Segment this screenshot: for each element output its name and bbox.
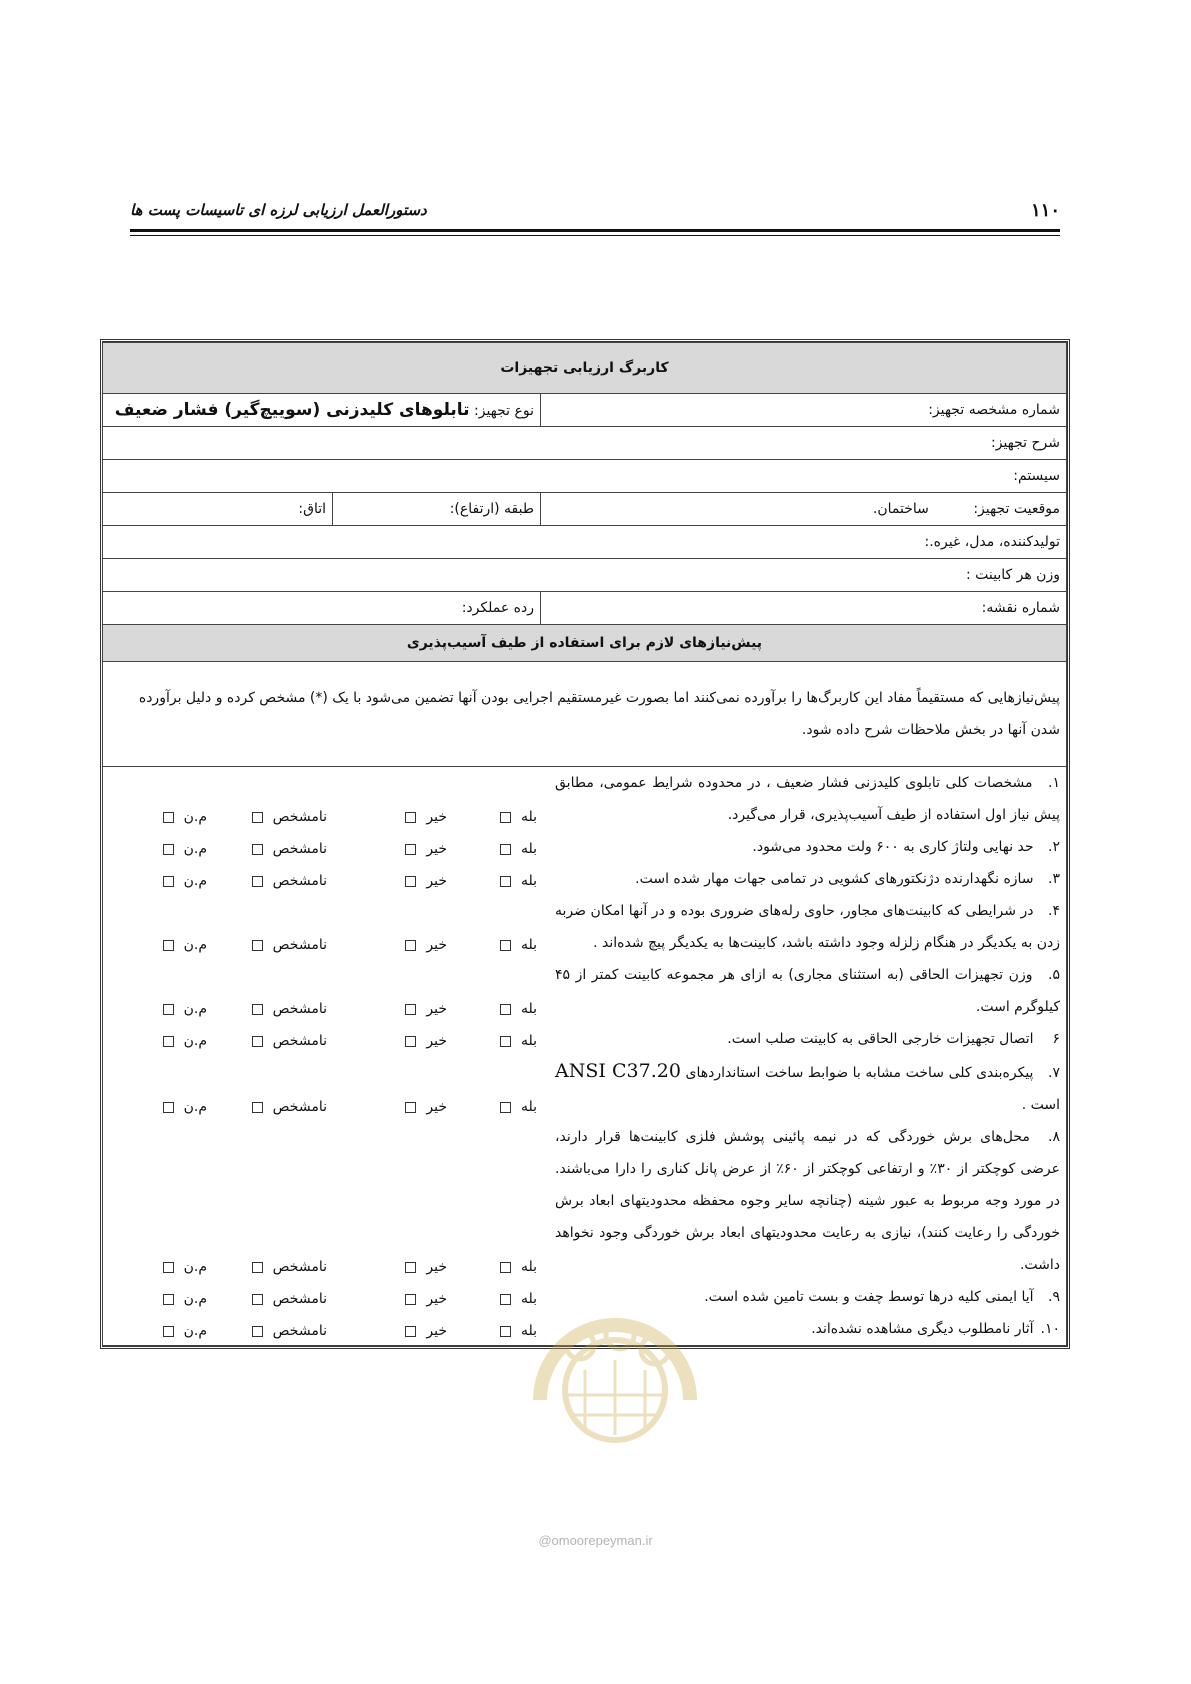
option-no-checkbox[interactable] [327,1001,447,1017]
header-rule-thin [130,235,1060,236]
option-yes-checkbox[interactable] [447,1099,555,1115]
option-yes-checkbox[interactable] [447,873,555,889]
option-label: م.ن [183,1033,207,1049]
checkbox-icon[interactable] [252,1326,263,1337]
checkbox-icon[interactable] [500,1004,511,1015]
option-unknown-checkbox[interactable] [207,1259,327,1275]
option-label: م.ن [183,1259,207,1275]
option-label: نامشخص [272,1291,327,1307]
equipment-type-label: نوع تجهیز: [474,403,534,419]
item-statement: در شرایطی که کابینت‌های مجاور، حاوی رله‌های ضروری بوده و در آنها امکان ضربه زدن به یکدیگر در هنگام زلزله وجود داشته باشد، کابینت‌ها به یکدیگر پیچ شده‌اند . [555,903,1060,951]
checklist-item-text [555,1281,1060,1313]
option-label: م.ن [183,841,207,857]
item-statement: آیا ایمنی کلیه درها توسط چفت و بست تامین شده است. [704,1289,1034,1305]
item-number: ۷. [1048,1065,1061,1081]
checkbox-icon[interactable] [500,1262,511,1273]
equipment-type-value: تابلوهای کلیدزنی (سوییچ‌گیر) فشار ضعیف [114,400,470,420]
watermark-url: @omoorepeyman.ir [538,1533,653,1548]
checklist-item-text [555,895,1060,959]
cabinet-weight-field[interactable] [102,559,1066,592]
option-label: م.ن [183,873,207,889]
description-label: شرح تجهیز: [991,435,1060,451]
checkbox-icon[interactable] [163,1294,174,1305]
item-statement: آثار نامطلوب دیگری مشاهده نشده‌اند. [811,1321,1034,1337]
item-statement-end: است . [1021,1097,1060,1113]
system-field[interactable] [102,460,1066,493]
option-label: م.ن [183,809,207,825]
item-number: ۶ [1052,1031,1060,1047]
checkbox-icon[interactable] [163,876,174,887]
item-statement: وزن تجهیزات الحاقی (به استثنای مجاری) به ازای هر مجموعه کابینت کمتر از ۴۵ کیلوگرم است. [555,967,1060,1015]
option-label: خیر [426,873,447,889]
system-label: سیستم: [1013,468,1060,484]
option-unknown-checkbox[interactable] [207,1291,327,1307]
option-label: بله [520,1033,537,1049]
prerequisites-heading: پیش‌نیازهای لازم برای استفاده از طیف آسیب‌پذیری [102,625,1066,662]
checkbox-icon[interactable] [405,812,416,823]
option-no-checkbox[interactable] [327,1033,447,1049]
equipment-evaluation-form [100,339,1070,1349]
checkbox-icon[interactable] [163,1004,174,1015]
option-label: نامشخص [272,1001,327,1017]
checkbox-icon[interactable] [405,1326,416,1337]
option-no-checkbox[interactable] [327,1323,447,1339]
checklist-item [109,863,1060,895]
answer-options [109,1033,555,1055]
option-label: بله [520,873,537,889]
option-na-checkbox[interactable] [127,1033,207,1049]
checkbox-icon[interactable] [252,1102,263,1113]
option-label: م.ن [183,1001,207,1017]
option-label: نامشخص [272,873,327,889]
option-label: خیر [426,1323,447,1339]
option-label: خیر [426,1033,447,1049]
option-label: خیر [426,937,447,953]
option-label: م.ن [183,1099,207,1115]
option-label: بله [520,1259,537,1275]
option-na-checkbox[interactable] [127,1099,207,1115]
checklist-item-text [555,1023,1060,1055]
checklist-item-text [555,1313,1060,1345]
option-na-checkbox[interactable] [127,1001,207,1017]
running-title: دستورالعمل ارزیابی لرزه ای تاسیسات پست ها [130,201,427,219]
prerequisites-text: پیش‌نیازهایی که مستقیماً مفاد این کاربرگ‌ها را برآورده نمی‌کنند اما بصورت غیرمستقیم اجرایی بودن آنها تضمین می‌شود با یک (*) مشخص کرده و دلیل برآورده شدن آنها در بخش ملاحظات شرح داده شود. [102,662,1066,767]
checkbox-icon[interactable] [163,1326,174,1337]
answer-options [109,1099,555,1121]
checkbox-icon[interactable] [405,1102,416,1113]
checkbox-icon[interactable] [500,812,511,823]
checkbox-icon[interactable] [405,876,416,887]
checkbox-icon[interactable] [252,1004,263,1015]
option-yes-checkbox[interactable] [447,1033,555,1049]
checkbox-icon[interactable] [252,1262,263,1273]
standard-code: ANSI C37.20 [555,1060,681,1082]
answer-options [109,841,555,863]
equipment-type-field[interactable] [102,394,540,427]
item-statement: حد نهایی ولتاژ کاری به ۶۰۰ ولت محدود می‌شود. [752,839,1034,855]
checklist-item [109,767,1060,831]
option-label: نامشخص [272,1323,327,1339]
checkbox-icon[interactable] [500,1102,511,1113]
option-yes-checkbox[interactable] [447,937,555,953]
checkbox-icon[interactable] [252,812,263,823]
checklist-item [109,1055,1060,1121]
option-na-checkbox[interactable] [127,1259,207,1275]
option-label: خیر [426,841,447,857]
option-label: بله [520,809,537,825]
page-number: ۱۱۰ [1030,199,1060,221]
option-label: نامشخص [272,841,327,857]
option-na-checkbox[interactable] [127,809,207,825]
option-label: خیر [426,1001,447,1017]
item-statement: مشخصات کلی تابلوی کلیدزنی فشار ضعیف ، در محدوده شرایط عمومی، مطابق پیش نیاز اول استفاده از طیف آسیب‌پذیری، قرار می‌گیرد. [555,775,1060,823]
option-label: خیر [426,809,447,825]
option-na-checkbox[interactable] [127,873,207,889]
option-unknown-checkbox[interactable] [207,1001,327,1017]
checklist-item [109,895,1060,959]
checkbox-icon[interactable] [163,940,174,951]
checkbox-icon[interactable] [163,1102,174,1113]
answer-options [109,1323,555,1345]
item-number: ۵. [1048,967,1061,983]
floor-field[interactable] [333,493,541,526]
checklist-item [109,831,1060,863]
option-label: نامشخص [272,1099,327,1115]
answer-options [109,809,555,831]
answer-options [109,1259,555,1281]
checklist-item [109,1121,1060,1281]
checkbox-icon[interactable] [405,1294,416,1305]
checkbox-icon[interactable] [500,876,511,887]
checkbox-icon[interactable] [405,940,416,951]
performance-class-field[interactable] [102,592,540,625]
option-yes-checkbox[interactable] [447,1259,555,1275]
option-label: بله [520,1323,537,1339]
checklist-item-text [555,863,1060,895]
option-na-checkbox[interactable] [127,1291,207,1307]
option-na-checkbox[interactable] [127,1323,207,1339]
checklist-item [109,1281,1060,1313]
option-na-checkbox[interactable] [127,937,207,953]
checklist-item-text [555,1121,1060,1281]
option-yes-checkbox[interactable] [447,841,555,857]
checkbox-icon[interactable] [252,940,263,951]
answer-options [109,1001,555,1023]
checkbox-icon[interactable] [500,844,511,855]
option-label: نامشخص [272,937,327,953]
option-no-checkbox[interactable] [327,873,447,889]
option-label: خیر [426,1259,447,1275]
option-label: نامشخص [272,809,327,825]
description-field[interactable] [102,427,1066,460]
item-number: ۱. [1048,775,1060,791]
item-number: ۳. [1048,871,1060,887]
option-unknown-checkbox[interactable] [207,841,327,857]
option-label: بله [520,1291,537,1307]
option-label: م.ن [183,1291,207,1307]
checklist-item-text [555,767,1060,831]
room-field[interactable] [102,493,332,526]
answer-options [109,1291,555,1313]
option-yes-checkbox[interactable] [447,1323,555,1339]
checklist-item [109,1313,1060,1345]
item-number: ۲. [1048,839,1060,855]
checklist-item [109,1023,1060,1055]
item-statement: سازه نگهدارنده دژنکتورهای کشویی در تمامی جهات مهار شده است. [635,871,1034,887]
option-label: م.ن [183,1323,207,1339]
manufacturer-label: تولیدکننده، مدل، غیره.: [924,534,1060,550]
option-label: بله [520,1001,537,1017]
option-unknown-checkbox[interactable] [207,1033,327,1049]
drawing-number-field[interactable] [541,592,1067,625]
performance-class-label: رده عملکرد: [461,600,534,616]
location-label: موقعیت تجهیز: [973,501,1060,517]
item-number: ۹. [1048,1289,1060,1305]
header-rule [130,229,1060,232]
option-unknown-checkbox[interactable] [207,1323,327,1339]
item-number: ۸. [1048,1129,1061,1145]
checkbox-icon[interactable] [252,1294,263,1305]
option-unknown-checkbox[interactable] [207,937,327,953]
checklist-item-text [555,1055,1060,1121]
option-no-checkbox[interactable] [327,809,447,825]
equipment-id-label: شماره مشخصه تجهیز: [928,402,1060,418]
manufacturer-field[interactable] [102,526,1066,559]
checkbox-icon[interactable] [163,844,174,855]
option-label: نامشخص [272,1259,327,1275]
floor-label: طبقه (ارتفاع): [449,501,534,517]
checkbox-icon[interactable] [252,1036,263,1047]
option-yes-checkbox[interactable] [447,1291,555,1307]
option-label: نامشخص [272,1033,327,1049]
option-unknown-checkbox[interactable] [207,1099,327,1115]
form-title: کاربرگ ارزیابی تجهیزات [102,343,1066,394]
option-no-checkbox[interactable] [327,1259,447,1275]
checklist-items [109,767,1060,1345]
item-statement: اتصال تجهیزات خارجی الحاقی به کابینت صلب است. [727,1031,1034,1047]
option-label: خیر [426,1099,447,1115]
option-unknown-checkbox[interactable] [207,809,327,825]
checkbox-icon[interactable] [252,844,263,855]
location-field[interactable] [541,493,1067,526]
option-no-checkbox[interactable] [327,1099,447,1115]
option-label: م.ن [183,937,207,953]
item-number: ۴. [1048,903,1061,919]
page-header [130,196,1060,224]
option-no-checkbox[interactable] [327,1291,447,1307]
room-label: اتاق: [298,501,326,517]
checkbox-icon[interactable] [163,1262,174,1273]
checklist-item [109,959,1060,1023]
answer-options [109,873,555,895]
item-statement: پیکره‌بندی کلی ساخت مشابه با ضوابط ساخت استانداردهای [685,1065,1034,1081]
option-label: خیر [426,1291,447,1307]
option-label: بله [520,841,537,857]
item-statement: محل‌های برش خوردگی که در نیمه پائینی پوشش فلزی کابینت‌ها قرار دارند، عرضی کوچکتر از ۳۰٪ و ارتفاعی کوچکتر از ۶۰٪ از عرض پانل کناری را دارا می‌باشند. در مورد وجه مربوط به عبور شینه (چنانچه سایر وجوه محفظه محدودیتهای ابعاد برش خوردگی را رعایت کنند)، نیازی به رعایت محدودیتهای ابعاد برش خوردگی وجود نخواهد داشت. [555,1129,1060,1273]
checkbox-icon[interactable] [405,844,416,855]
checklist-item-text [555,831,1060,863]
checkbox-icon[interactable] [500,1294,511,1305]
option-yes-checkbox[interactable] [447,1001,555,1017]
cabinet-weight-label: وزن هر کابینت : [965,567,1060,583]
checkbox-icon[interactable] [405,1004,416,1015]
option-no-checkbox[interactable] [327,841,447,857]
checkbox-icon[interactable] [500,1326,511,1337]
answer-options [109,937,555,959]
checkbox-icon[interactable] [405,1262,416,1273]
item-number: ۱۰. [1040,1321,1060,1337]
option-label: بله [520,937,537,953]
checkbox-icon[interactable] [252,876,263,887]
building-label: ساختمان. [872,501,929,517]
checkbox-icon[interactable] [163,1036,174,1047]
option-yes-checkbox[interactable] [447,809,555,825]
checklist-item-text [555,959,1060,1023]
checkbox-icon[interactable] [500,940,511,951]
checkbox-icon[interactable] [163,812,174,823]
option-na-checkbox[interactable] [127,841,207,857]
drawing-number-label: شماره نقشه: [981,600,1060,616]
equipment-id-field[interactable] [541,394,1067,427]
checkbox-icon[interactable] [500,1036,511,1047]
option-unknown-checkbox[interactable] [207,873,327,889]
checklist [102,767,1066,1346]
checkbox-icon[interactable] [405,1036,416,1047]
option-no-checkbox[interactable] [327,937,447,953]
option-label: بله [520,1099,537,1115]
